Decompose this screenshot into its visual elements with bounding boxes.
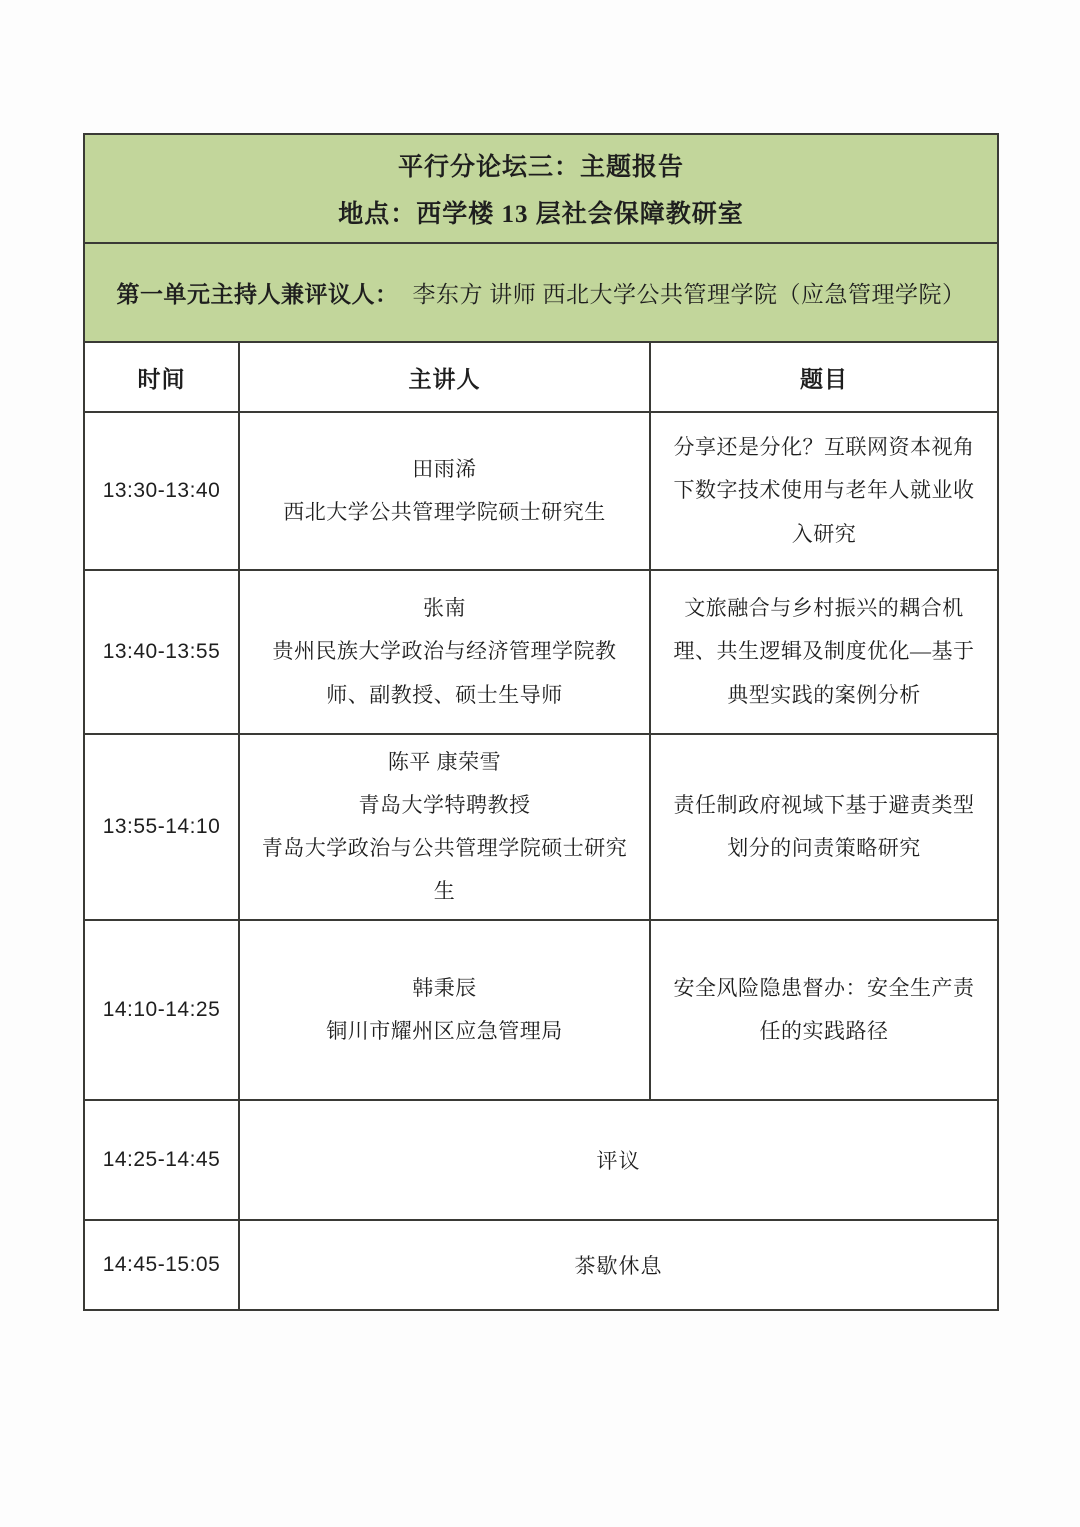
speaker-cell (239, 920, 650, 1100)
speaker-affiliation: 青岛大学特聘教授 (358, 793, 531, 818)
time-cell: 13:55-14:10 (84, 734, 239, 920)
forum-schedule-table (83, 133, 999, 1311)
speaker-affiliation: 青岛大学政治与公共管理学院硕士研究生 (261, 836, 628, 904)
speaker-affiliation: 贵州民族大学政治与经济管理学院教师、副教授、硕士生导师 (272, 639, 617, 707)
forum-header-row (84, 134, 998, 243)
forum-title: 平行分论坛三：主题报告 (398, 153, 685, 181)
speaker-affiliation: 西北大学公共管理学院硕士研究生 (283, 500, 606, 524)
time-cell: 13:40-13:55 (84, 570, 239, 734)
topic-cell (650, 920, 998, 1100)
speaker-cell (239, 570, 650, 734)
unit-host-value: 李东方 讲师 西北大学公共管理学院（应急管理学院） (412, 282, 966, 307)
speaker-cell (239, 734, 650, 920)
topic-title: 文旅融合与乡村振兴的耦合机理、共生逻辑及制度优化—基于典型实践的案例分析 (673, 596, 975, 707)
column-header-topic: 题目 (650, 342, 998, 412)
session-activity-cell: 茶歇休息 (239, 1220, 998, 1310)
topic-cell (650, 734, 998, 920)
table-row (84, 920, 998, 1100)
time-cell: 14:10-14:25 (84, 920, 239, 1100)
speaker-cell (239, 412, 650, 570)
unit-host-cell (84, 243, 998, 342)
time-cell: 14:45-15:05 (84, 1220, 239, 1310)
speaker-name: 张南 (423, 596, 466, 621)
time-cell: 13:30-13:40 (84, 412, 239, 570)
table-row (84, 412, 998, 570)
time-cell: 14:25-14:45 (84, 1100, 239, 1220)
column-header-time: 时间 (84, 342, 239, 412)
speaker-affiliation: 铜川市耀州区应急管理局 (326, 1019, 563, 1044)
topic-cell (650, 570, 998, 734)
speaker-name: 田雨浠 (412, 456, 477, 481)
topic-title: 责任制政府视域下基于避责类型划分的问责策略研究 (673, 793, 975, 861)
session-activity-cell: 评议 (239, 1100, 998, 1220)
unit-host-label: 第一单元主持人兼评议人： (116, 282, 399, 307)
unit-host-row (84, 243, 998, 342)
topic-cell (650, 412, 998, 570)
topic-title: 分享还是分化？互联网资本视角下数字技术使用与老年人就业收入研究 (673, 435, 975, 546)
topic-title: 安全风险隐患督办：安全生产责任的实践路径 (673, 976, 975, 1044)
table-row (84, 734, 998, 920)
table-row (84, 570, 998, 734)
speaker-name: 陈平 康荣雪 (387, 750, 502, 774)
forum-header-cell (84, 134, 998, 243)
column-header-speaker: 主讲人 (239, 342, 650, 412)
forum-location: 地点：西学楼 13 层社会保障教研室 (338, 201, 744, 229)
column-header-row (84, 342, 998, 412)
speaker-name: 韩秉辰 (412, 976, 477, 1001)
table-row (84, 1100, 998, 1220)
table-row (84, 1220, 998, 1310)
